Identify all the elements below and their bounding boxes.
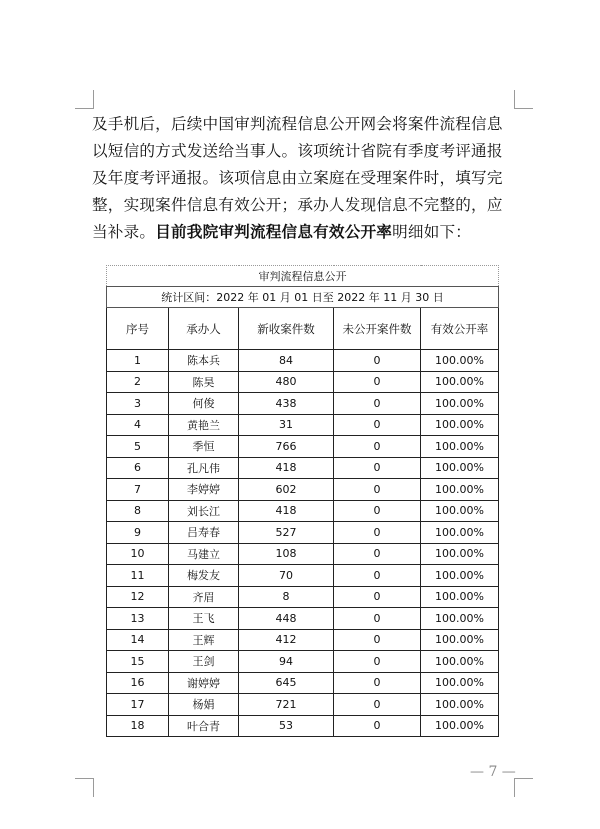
cell-index: 7: [107, 479, 169, 501]
cell-handler: 陈昊: [169, 371, 239, 393]
cell-handler: 季恒: [169, 436, 239, 458]
table-row: [107, 393, 499, 415]
column-header-new-cases: 新收案件数: [239, 308, 334, 350]
body-paragraph: [92, 111, 512, 246]
cell-undisclosed: 0: [334, 543, 421, 565]
cell-undisclosed: 0: [334, 350, 421, 372]
table-row: [107, 565, 499, 587]
paragraph-line: 以短信的方式发送给当事人。该项统计省院有季度考评通报: [92, 142, 503, 160]
table-title: 审判流程信息公开: [107, 266, 499, 287]
cell-handler: 王剑: [169, 651, 239, 673]
cell-index: 5: [107, 436, 169, 458]
cell-handler: 梅发友: [169, 565, 239, 587]
table-row: [107, 371, 499, 393]
cell-index: 4: [107, 414, 169, 436]
page-number: — 7 —: [470, 764, 516, 780]
cell-handler: 杨娟: [169, 694, 239, 716]
table-title-row: [107, 266, 499, 287]
cell-rate: 100.00%: [421, 586, 499, 608]
cell-undisclosed: 0: [334, 371, 421, 393]
cell-new-cases: 412: [239, 629, 334, 651]
paragraph-bold-text: 目前我院审判流程信息有效公开率: [155, 223, 393, 241]
cell-rate: 100.00%: [421, 608, 499, 630]
table-row: [107, 457, 499, 479]
cell-rate: 100.00%: [421, 414, 499, 436]
cell-rate: 100.00%: [421, 350, 499, 372]
cell-rate: 100.00%: [421, 543, 499, 565]
cell-new-cases: 70: [239, 565, 334, 587]
table-row: [107, 715, 499, 737]
cell-handler: 齐眉: [169, 586, 239, 608]
cell-rate: 100.00%: [421, 436, 499, 458]
cell-rate: 100.00%: [421, 629, 499, 651]
cell-index: 16: [107, 672, 169, 694]
cell-new-cases: 94: [239, 651, 334, 673]
cell-handler: 王辉: [169, 629, 239, 651]
cell-handler: 马建立: [169, 543, 239, 565]
cell-index: 3: [107, 393, 169, 415]
cell-new-cases: 527: [239, 522, 334, 544]
corner-mark-top-left: [75, 90, 94, 109]
cell-new-cases: 418: [239, 500, 334, 522]
cell-undisclosed: 0: [334, 436, 421, 458]
cell-new-cases: 602: [239, 479, 334, 501]
cell-handler: 吕寿春: [169, 522, 239, 544]
cell-rate: 100.00%: [421, 457, 499, 479]
cell-undisclosed: 0: [334, 457, 421, 479]
cell-handler: 黄艳兰: [169, 414, 239, 436]
cell-index: 9: [107, 522, 169, 544]
cell-rate: 100.00%: [421, 522, 499, 544]
cell-index: 12: [107, 586, 169, 608]
cell-handler: 李婷婷: [169, 479, 239, 501]
cell-undisclosed: 0: [334, 479, 421, 501]
table-row: [107, 651, 499, 673]
cell-undisclosed: 0: [334, 500, 421, 522]
paragraph-plain-text: 当补录。: [92, 223, 156, 241]
column-header-index: 序号: [107, 308, 169, 350]
paragraph-line: 及年度考评通报。该项信息由立案庭在受理案件时，填写完: [92, 169, 503, 187]
cell-new-cases: 84: [239, 350, 334, 372]
cell-index: 14: [107, 629, 169, 651]
table-row: [107, 608, 499, 630]
cell-rate: 100.00%: [421, 694, 499, 716]
cell-rate: 100.00%: [421, 500, 499, 522]
cell-undisclosed: 0: [334, 651, 421, 673]
cell-rate: 100.00%: [421, 715, 499, 737]
table-row: [107, 694, 499, 716]
cell-undisclosed: 0: [334, 672, 421, 694]
cell-undisclosed: 0: [334, 565, 421, 587]
cell-handler: 陈本兵: [169, 350, 239, 372]
cell-rate: 100.00%: [421, 565, 499, 587]
column-header-rate: 有效公开率: [421, 308, 499, 350]
cell-new-cases: 418: [239, 457, 334, 479]
table-row: [107, 522, 499, 544]
cell-new-cases: 108: [239, 543, 334, 565]
cell-new-cases: 438: [239, 393, 334, 415]
cell-index: 13: [107, 608, 169, 630]
table-row: [107, 543, 499, 565]
table-range-row: [107, 287, 499, 308]
cell-index: 17: [107, 694, 169, 716]
paragraph-line: 及手机后，后续中国审判流程信息公开网会将案件流程信息: [92, 115, 503, 133]
corner-mark-bottom-left: [75, 778, 94, 797]
cell-undisclosed: 0: [334, 414, 421, 436]
table-row: [107, 436, 499, 458]
column-header-undisclosed: 未公开案件数: [334, 308, 421, 350]
cell-new-cases: 766: [239, 436, 334, 458]
corner-mark-top-right: [514, 90, 533, 109]
table-row: [107, 586, 499, 608]
cell-handler: 何俊: [169, 393, 239, 415]
cell-rate: 100.00%: [421, 479, 499, 501]
cell-handler: 刘长江: [169, 500, 239, 522]
cell-index: 6: [107, 457, 169, 479]
cell-undisclosed: 0: [334, 608, 421, 630]
cell-rate: 100.00%: [421, 371, 499, 393]
table-row: [107, 414, 499, 436]
cell-rate: 100.00%: [421, 672, 499, 694]
cell-index: 1: [107, 350, 169, 372]
table-row: [107, 500, 499, 522]
corner-mark-bottom-right: [514, 778, 533, 797]
cell-rate: 100.00%: [421, 393, 499, 415]
cell-undisclosed: 0: [334, 715, 421, 737]
cell-undisclosed: 0: [334, 694, 421, 716]
cell-undisclosed: 0: [334, 522, 421, 544]
cell-new-cases: 53: [239, 715, 334, 737]
cell-handler: 谢婷婷: [169, 672, 239, 694]
cell-index: 10: [107, 543, 169, 565]
cell-undisclosed: 0: [334, 629, 421, 651]
cell-new-cases: 645: [239, 672, 334, 694]
table-row: [107, 350, 499, 372]
cell-new-cases: 480: [239, 371, 334, 393]
table-row: [107, 672, 499, 694]
table-header-row: [107, 308, 499, 350]
cell-new-cases: 31: [239, 414, 334, 436]
cell-index: 11: [107, 565, 169, 587]
table-row: [107, 479, 499, 501]
cell-index: 2: [107, 371, 169, 393]
cell-index: 15: [107, 651, 169, 673]
paragraph-line: 整，实现案件信息有效公开；承办人发现信息不完整的，应: [92, 196, 503, 214]
table-row: [107, 629, 499, 651]
statistics-range: 统计区间：2022 年 01 月 01 日至 2022 年 11 月 30 日: [107, 287, 499, 308]
cell-undisclosed: 0: [334, 393, 421, 415]
disclosure-stats-table: [106, 265, 499, 737]
cell-new-cases: 8: [239, 586, 334, 608]
paragraph-tail-text: 明细如下：: [392, 223, 472, 241]
paragraph-line-last: [92, 219, 512, 246]
cell-index: 8: [107, 500, 169, 522]
cell-handler: 王飞: [169, 608, 239, 630]
cell-new-cases: 721: [239, 694, 334, 716]
cell-handler: 叶合青: [169, 715, 239, 737]
cell-handler: 孔凡伟: [169, 457, 239, 479]
cell-rate: 100.00%: [421, 651, 499, 673]
cell-index: 18: [107, 715, 169, 737]
column-header-handler: 承办人: [169, 308, 239, 350]
cell-undisclosed: 0: [334, 586, 421, 608]
cell-new-cases: 448: [239, 608, 334, 630]
